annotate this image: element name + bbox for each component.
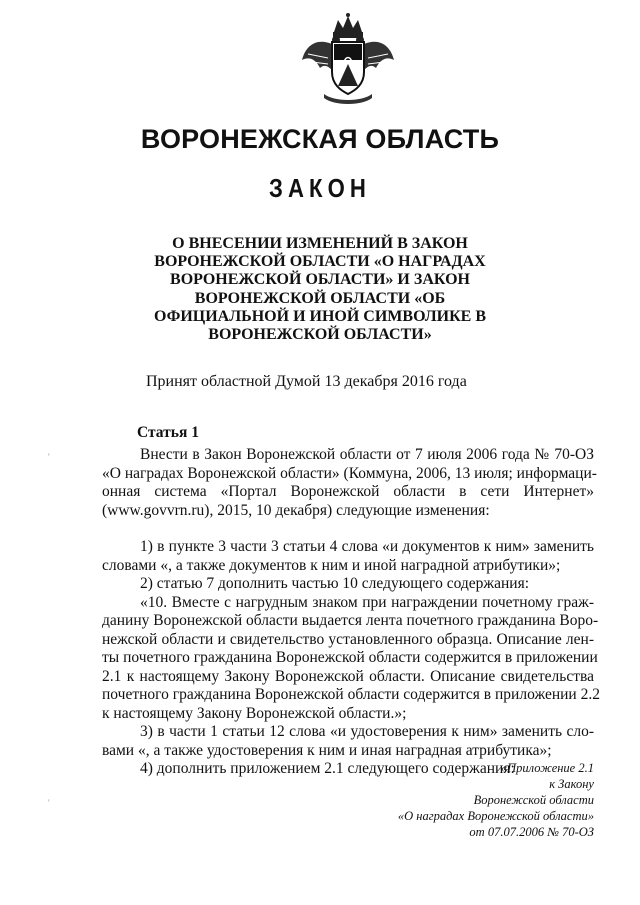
article-heading: Статья 1 [137,424,199,441]
paragraph-line: к настоящему Закону Воронежской области.»; [102,704,407,722]
appendix-line: «О наградах Воронежской области» [397,809,594,823]
appendix-reference [398,760,594,840]
adoption-date: Принят областной Думой 13 декабря 2016 года [146,373,467,390]
paragraph-line: «О наградах Воронежской области» (Коммуна, 2006, 13 июля; информаци- [102,464,597,482]
region-name: ВОРОНЕЖСКАЯ ОБЛАСТЬ [140,124,500,154]
appendix-line: «Приложение 2.1 [500,761,594,775]
paragraph-line: вами «, а также удостоверения к ним и иная наградная атрибутика»; [102,741,552,759]
paragraph-line: (www.govvrn.ru), 2015, 10 декабря) следующие изменения: [102,501,490,519]
appendix-line: к Закону [549,777,594,791]
law-title [0,235,640,344]
title-line: ВОРОНЕЖСКОЙ ОБЛАСТИ» [208,326,432,344]
title-line: ВОРОНЕЖСКОЙ ОБЛАСТИ «ОБ [194,289,446,307]
paragraph-line: нежской области и свидетельство установленного образца. Описание лен- [102,630,594,648]
margin-mark: ' [48,798,50,808]
title-line: ОФИЦИАЛЬНОЙ И ИНОЙ СИМВОЛИКЕ В [153,307,487,325]
margin-mark: ' [48,452,50,462]
document-type: ЗАКОН [269,173,371,203]
paragraph-line: данину Воронежской области выдается лента почетного гражданина Воро- [102,612,599,629]
title-line: ВОРОНЕЖСКОЙ ОБЛАСТИ «О НАГРАДАХ [154,253,486,271]
paragraph-line: почетного гражданина Воронежской области содержится в приложении 2.2 [102,686,600,703]
amendment-items [102,538,600,779]
intro-paragraph [102,446,597,520]
title-line: О ВНЕСЕНИИ ИЗМЕНЕНИЙ В ЗАКОН [172,235,468,252]
paragraph-line: словами «, а также документов к ним и иной наградной атрибутики»; [102,556,561,574]
paragraph-line: 2.1 к настоящему Закону Воронежской области. Описание свидетельства [102,667,594,685]
paragraph-line: ты почетного гражданина Воронежской области содержится в приложении [102,649,598,666]
paragraph-line: онная система «Портал Воронежской области в сети Интернет» [102,483,594,500]
appendix-line: от 07.07.2006 № 70-ОЗ [469,825,594,839]
paragraph-line: 2) статью 7 дополнить частью 10 следующего содержания: [140,575,530,592]
voronezh-coat-of-arms-icon [298,10,398,110]
paragraph-line: 3) в части 1 статьи 12 слова «и удостоверения к ним» заменить сло- [140,723,594,740]
paragraph-line: 1) в пункте 3 части 3 статьи 4 слова «и документов к ним» заменить [140,538,594,555]
paragraph-line: «10. Вместе с нагрудным знаком при награждении почетному граж- [140,593,594,611]
title-line: ВОРОНЕЖСКОЙ ОБЛАСТИ» И ЗАКОН [170,271,470,289]
appendix-line: Воронежской области [473,793,594,807]
paragraph-line: 4) дополнить приложением 2.1 следующего содержания: [140,760,515,777]
paragraph-line: Внести в Закон Воронежской области от 7 июля 2006 года № 70-ОЗ [140,446,594,463]
